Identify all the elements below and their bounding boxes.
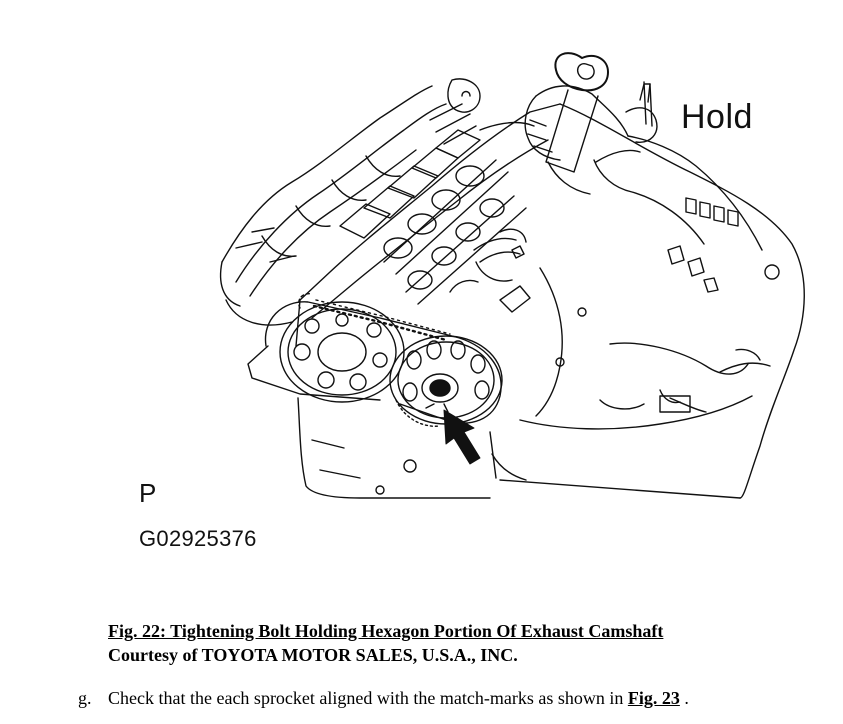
figure-23-link[interactable]: Fig. 23 (627, 688, 680, 708)
timing-chain (248, 294, 501, 423)
intake-sprocket (280, 302, 404, 402)
step-text: Check that the each sprocket aligned with the match-marks as shown in (108, 688, 624, 708)
step-letter: g. (78, 688, 92, 708)
chain-guide (450, 238, 530, 312)
procedure-step (78, 688, 689, 709)
camshaft (384, 160, 526, 304)
step-end-punctuation: . (684, 688, 689, 708)
figure-caption-credit: Courtesy of TOYOTA MOTOR SALES, U.S.A., INC. (108, 645, 518, 665)
wiring-harness (492, 349, 760, 480)
intake-manifold (221, 86, 446, 325)
hold-callout: Hold (681, 98, 753, 136)
figure-caption-title: Fig. 22: Tightening Bolt Holding Hexagon Portion Of Exhaust Camshaft (108, 621, 664, 641)
view-letter-label: P (139, 478, 157, 508)
locating-pin (644, 82, 652, 126)
graphic-code-label: G02925376 (139, 526, 257, 551)
